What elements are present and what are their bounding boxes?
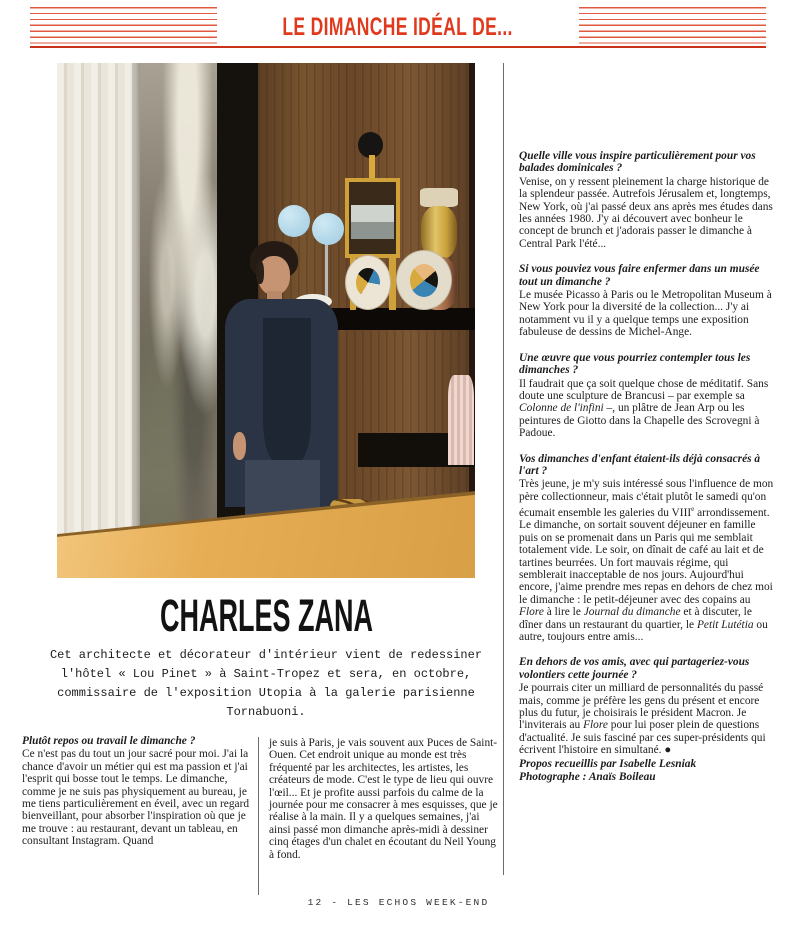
question: Quelle ville vous inspire particulièrement pour vos balades dominicales ? (519, 150, 756, 175)
question: En dehors de vos amis, avec qui partageriez-vous volontiers cette journée ? (519, 656, 750, 681)
page-footer: 12 - LES ECHOS WEEK-END (307, 897, 490, 908)
section-title: LE DIMANCHE IDÉAL DE... (282, 12, 514, 41)
blue-globe-lamp (278, 205, 310, 237)
question: Vos dimanches d'enfant étaient-ils déjà consacrés à l'art ? (519, 452, 761, 477)
question: Si vous pouviez vous faire enfermer dans un musée tout un dimanche ? (519, 263, 760, 288)
answer: Venise, on y ressent pleinement la charge historique de la splendeur passée. Autrefois Jérusalem et, longtemps, New York, où j'ai passé deux ans après mes études dans les années 1980. J'y ai découvert avec bonheur le concept de brunch et j'adorais passer le dimanche à Central Park l'été... (519, 175, 773, 250)
question: Plutôt repos ou travail le dimanche ? (22, 735, 196, 747)
header-rule-bottom (30, 46, 766, 48)
answer: Il faudrait que ça soit quelque chose de méditatif. Sans doute une sculpture de Brancusi – par exemple sa Colonne de l'infini –, un plâtre de Jean Arp ou les peintures de Giotto dans la Chapelle des Scrovegni à Padoue. (519, 377, 769, 440)
drum-artwork-face (356, 268, 379, 297)
stone-column (140, 63, 217, 578)
credit-photographer: Photographe : Anaïs Boileau (519, 771, 656, 784)
man-sideburn (256, 261, 264, 284)
header-rules-left (30, 7, 217, 47)
answer: Très jeune, je m'y suis intéressé sous l'influence de mon père collectionneur, mais c'était plutôt le samedi qu'on écumait ensemble les galeries du VIIIe arrondissement. Le dimanche, on sortait souvent déjeuner en famille puis on se promenait dans un Paris qui me semblait totalement vide. Le soir, on dînait de café au lait et de tartines beurrées. Un fort mauvais régime, qui semblerait inacceptable de nos jours. Aujourd'hui encore, j'aime prendre mes repas en dehors de chez moi le dimanche : le petit-déjeuner avec des copains au Flore à lire le Journal du dimanche et à discuter, le dîner dans un restaurant du quartier, le Petit Lutétia ou autre, toujours entre amis... (519, 478, 774, 644)
profile-dek: Cet architecte et décorateur d'intérieur vient de redessiner l'hôtel « Lou Pinet » à Saint-Tropez et sera, en octobre, commissaire de l'exposition Utopia à la galerie parisienne Tornabuoni. (49, 648, 483, 719)
brass-sculpture-top (420, 188, 458, 208)
credit-interviewer: Propos recueillis par Isabelle Lesniak (519, 757, 697, 770)
answer: Ce n'est pas du tout un jour sacré pour moi. J'ai la chance d'avoir un métier qui est ma passion et j'ai l'esprit qui bosse tout le temps. Le dimanche, comme je ne suis pas physiquement au bureau, je me tiens particulièrement en éveil, avec un regard bienveillant, pour absorber l'inspiration où que je me trouve : au restaurant, devant un tableau, en consultant Instagram. Quand (22, 748, 250, 848)
answer-continued: je suis à Paris, je vais souvent aux Puces de Saint-Ouen. Cet endroit unique au monde est très fréquenté par les architectes, les artistes, les créateurs de mode. C'est le type de lieu qui ouvre l'œil... Et je profite aussi parfois du calme de la journée pour me consacrer à mes esquisses, que je réalise à la main. Il y a quelques semaines, j'ai ainsi passé mon dimanche après-midi à dessiner cinq étages d'un chalet en écoutant du Neil Young à fond. (269, 737, 498, 861)
blue-globe-lamp (312, 213, 344, 245)
header-rules-right (579, 7, 766, 47)
curtain-shadow (130, 63, 140, 578)
man-hand (233, 432, 246, 460)
interview-column (519, 150, 776, 783)
sculpture-band-dark (351, 222, 394, 238)
pink-vase (448, 375, 474, 466)
answer: Je pourrais citer un milliard de personnalités du passé mais, comme je préfère les gens du présent et encore plus du futur, je choisirais le président Macron. Je l'inviterais au Flore pour lui poser plein de questions d'actualité. Je suis fasciné par ces super-présidents qui écrivent l'histoire en simultané. ● (519, 682, 766, 757)
profile-header (40, 590, 492, 722)
section-header (30, 7, 766, 47)
question: Une œuvre que vous pourriez contempler tous les dimanches ? (519, 351, 751, 377)
portrait-photo (57, 63, 475, 578)
article-column-1 (22, 735, 252, 861)
column-divider (258, 737, 259, 895)
curtain (57, 63, 140, 578)
man-sweater (263, 318, 311, 462)
sculpture-band-light (351, 205, 394, 223)
profile-name: CHARLES ZANA (159, 590, 373, 641)
answer: Le musée Picasso à Paris ou le Metropolitan Museum à New York pour la diversité de la collection... J'y ai notamment vu il y a quelque temps une exposition fabuleuse de dessins de Michel-Ange. (519, 289, 772, 339)
article-column-2 (269, 737, 502, 874)
column-divider-main (503, 63, 504, 875)
drum-artwork-face (410, 264, 438, 297)
